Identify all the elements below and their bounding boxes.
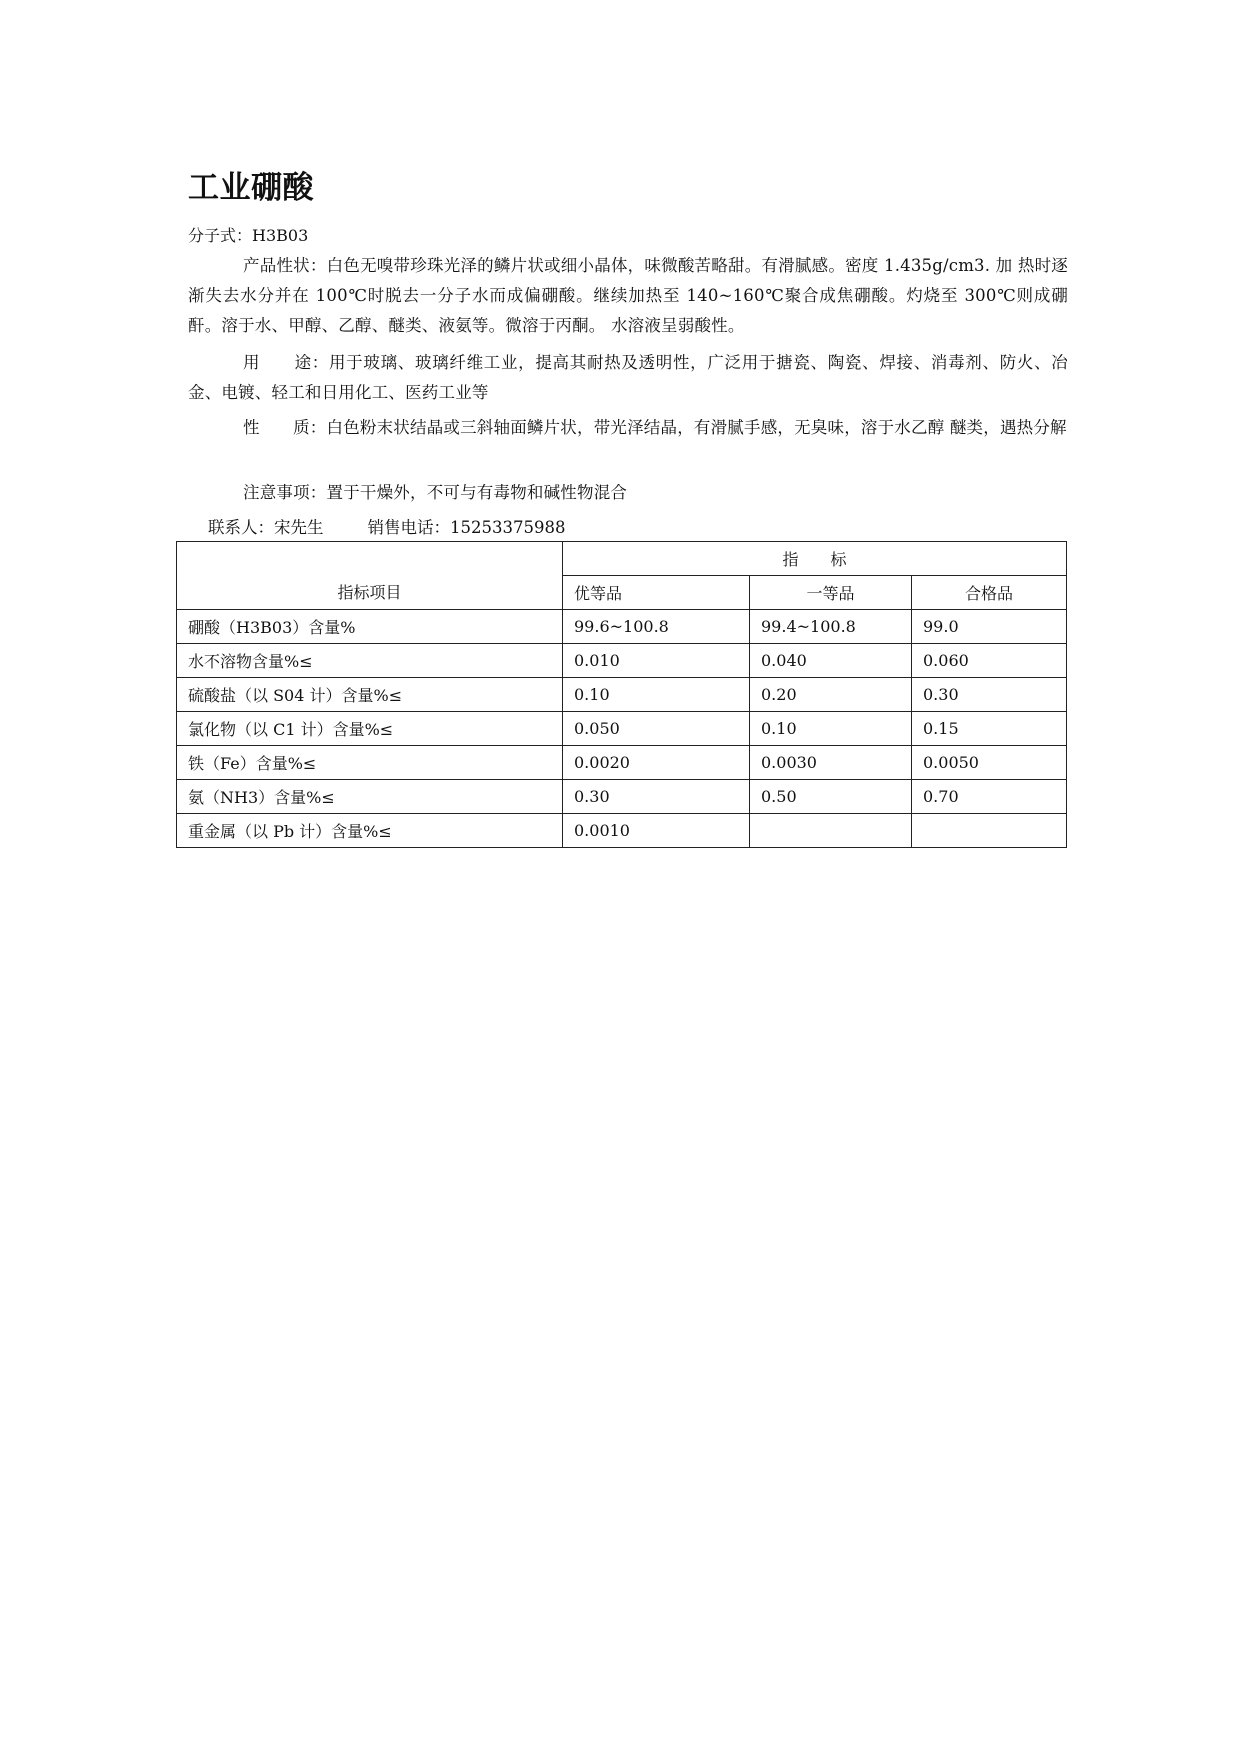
table-row [177,644,1067,678]
row-item: 铁（Fe）含量%≤ [177,746,563,780]
header-group: 指 标 [563,542,1067,576]
row-value: 0.10 [563,678,750,712]
row-value: 0.30 [912,678,1067,712]
row-value: 0.0050 [912,746,1067,780]
row-value: 99.6~100.8 [563,610,750,644]
row-value: 0.70 [912,780,1067,814]
contact-phone: 销售电话：15253375988 [367,518,566,537]
molecular-formula: 分子式：H3B03 [188,226,309,245]
header-grade-premium: 优等品 [563,576,750,610]
row-value: 0.040 [750,644,912,678]
table-row [177,678,1067,712]
row-item: 氯化物（以 C1 计）含量%≤ [177,712,563,746]
spec-table [176,541,1067,848]
row-value: 0.010 [563,644,750,678]
row-value: 0.060 [912,644,1067,678]
notes-paragraph: 注意事项：置于干燥外，不可与有毒物和碱性物混合 [243,483,628,502]
header-grade-first: 一等品 [750,576,912,610]
row-value [750,814,912,848]
row-item: 氨（NH3）含量%≤ [177,780,563,814]
uses-paragraph: 用 途：用于玻璃、玻璃纤维工业，提高其耐热及透明性，广泛用于搪瓷、陶瓷、焊接、消毒剂、防火、冶金、电镀、轻工和日用化工、医药工业等 [188,353,1068,402]
contact-line [208,514,565,538]
row-value: 0.15 [912,712,1067,746]
row-value: 0.0010 [563,814,750,848]
row-item: 硼酸（H3B03）含量% [177,610,563,644]
nature-paragraph: 性 质：白色粉末状结晶或三斜轴面鳞片状，带光泽结晶，有滑腻手感，无臭味，溶于水乙醇 醚类，遇热分解 [243,418,1067,437]
row-value [912,814,1067,848]
row-value: 0.0030 [750,746,912,780]
header-item: 指标项目 [177,542,563,610]
row-value: 0.050 [563,712,750,746]
row-value: 99.0 [912,610,1067,644]
row-item: 重金属（以 Pb 计）含量%≤ [177,814,563,848]
row-value: 0.10 [750,712,912,746]
row-value: 0.20 [750,678,912,712]
row-item: 硫酸盐（以 S04 计）含量%≤ [177,678,563,712]
product-properties-paragraph: 产品性状：白色无嗅带珍珠光泽的鳞片状或细小晶体，味微酸苦略甜。有滑腻感。密度 1.435g/cm3. 加 热时逐渐失去水分并在 100℃时脱去一分子水而成偏硼酸。继续加热至 140~160℃聚合成焦硼酸。灼烧至 300℃则成硼酐。溶于水、甲醇、乙醇、醚类、液氨等。微溶于丙酮。 水溶液呈弱酸性。 [188,256,1068,335]
page-title: 工业硼酸 [188,170,314,206]
row-value: 0.0020 [563,746,750,780]
row-item: 水不溶物含量%≤ [177,644,563,678]
table-row [177,814,1067,848]
row-value: 0.30 [563,780,750,814]
table-row [177,712,1067,746]
table-row [177,746,1067,780]
row-value: 99.4~100.8 [750,610,912,644]
row-value: 0.50 [750,780,912,814]
header-grade-qualified: 合格品 [912,576,1067,610]
contact-person: 联系人：宋先生 [208,518,324,537]
table-row [177,610,1067,644]
table-header-row [177,542,1067,576]
table-row [177,780,1067,814]
